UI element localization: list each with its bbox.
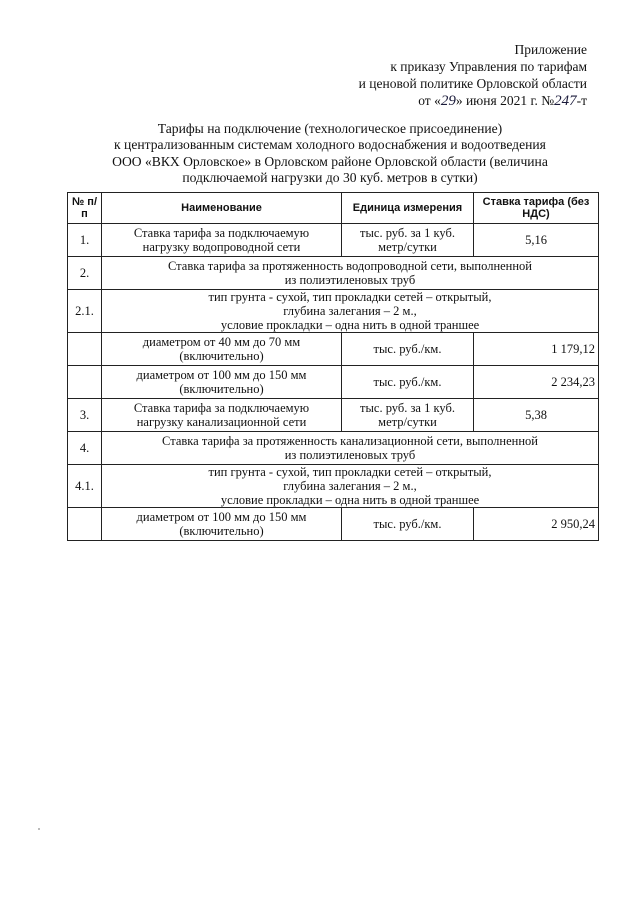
row-number: 4.1. (68, 465, 102, 508)
row-unit: тыс. руб./км. (342, 366, 474, 399)
row-unit: тыс. руб./км. (342, 508, 474, 541)
header-name: Наименование (102, 193, 342, 224)
table-row (68, 508, 599, 541)
row-name: диаметром от 100 мм до 150 мм (включительно) (102, 366, 342, 399)
table-row (68, 366, 599, 399)
appendix-block (359, 41, 587, 110)
appendix-line-2: к приказу Управления по тарифам (390, 59, 587, 74)
table-row (68, 290, 599, 333)
title-line-4: подключаемой нагрузки до 30 куб. метров в сутки) (182, 170, 478, 186)
row-value: 2 950,24 (474, 508, 599, 541)
row-section-text: Ставка тарифа за протяженность водопроводной сети, выполненной из полиэтиленовых труб (102, 257, 599, 290)
appendix-line-3: и ценовой политике Орловской области (358, 76, 587, 91)
handwritten-day: 29 (440, 93, 456, 109)
table-row (68, 224, 599, 257)
row-name: Ставка тарифа за подключаемую нагрузку водопроводной сети (102, 224, 342, 257)
table-row (68, 432, 599, 465)
scan-speck (38, 828, 40, 830)
row-number (68, 366, 102, 399)
table-row (68, 333, 599, 366)
row-number: 3. (68, 399, 102, 432)
row-name: диаметром от 40 мм до 70 мм (включительно) (102, 333, 342, 366)
table-row (68, 465, 599, 508)
document-title (60, 121, 600, 187)
row-section-text: Ставка тарифа за протяженность канализационной сети, выполненной из полиэтиленовых труб (102, 432, 599, 465)
table-header-row (68, 193, 599, 224)
row-name: Ставка тарифа за подключаемую нагрузку канализационной сети (102, 399, 342, 432)
row-number (68, 508, 102, 541)
title-line-3: ООО «ВКХ Орловское» в Орловском районе Орловской области (величина (112, 153, 548, 169)
row-value: 2 234,23 (474, 366, 599, 399)
row-value: 5,16 (474, 224, 599, 257)
table-row (68, 399, 599, 432)
row-value: 5,38 (474, 399, 599, 432)
handwritten-order-number: 247 (554, 93, 577, 109)
appendix-date-line (359, 92, 587, 110)
appendix-line-1: Приложение (514, 42, 587, 57)
row-unit: тыс. руб. за 1 куб. метр/сутки (342, 399, 474, 432)
date-prefix: от « (418, 93, 441, 108)
header-rate: Ставка тарифа (без НДС) (474, 193, 599, 224)
row-number: 2. (68, 257, 102, 290)
row-unit: тыс. руб./км. (342, 333, 474, 366)
title-line-2: к централизованным системам холодного водоснабжения и водоотведения (114, 137, 546, 153)
date-middle: » июня 2021 г. № (455, 93, 555, 108)
tariff-table (67, 192, 599, 541)
header-number: № п/п (68, 193, 102, 224)
row-section-text: тип грунта - сухой, тип прокладки сетей – открытый, глубина залегания – 2 м., условие прокладки – одна нить в одной траншее (102, 465, 599, 508)
row-value: 1 179,12 (474, 333, 599, 366)
row-name: диаметром от 100 мм до 150 мм (включительно) (102, 508, 342, 541)
row-unit: тыс. руб. за 1 куб. метр/сутки (342, 224, 474, 257)
header-unit: Единица измерения (342, 193, 474, 224)
number-suffix: -т (576, 93, 587, 108)
table-row (68, 257, 599, 290)
row-number: 1. (68, 224, 102, 257)
row-number (68, 333, 102, 366)
row-number: 4. (68, 432, 102, 465)
title-line-1: Тарифы на подключение (технологическое присоединение) (157, 121, 503, 136)
row-section-text: тип грунта - сухой, тип прокладки сетей – открытый, глубина залегания – 2 м., условие прокладки – одна нить в одной траншее (102, 290, 599, 333)
row-number: 2.1. (68, 290, 102, 333)
